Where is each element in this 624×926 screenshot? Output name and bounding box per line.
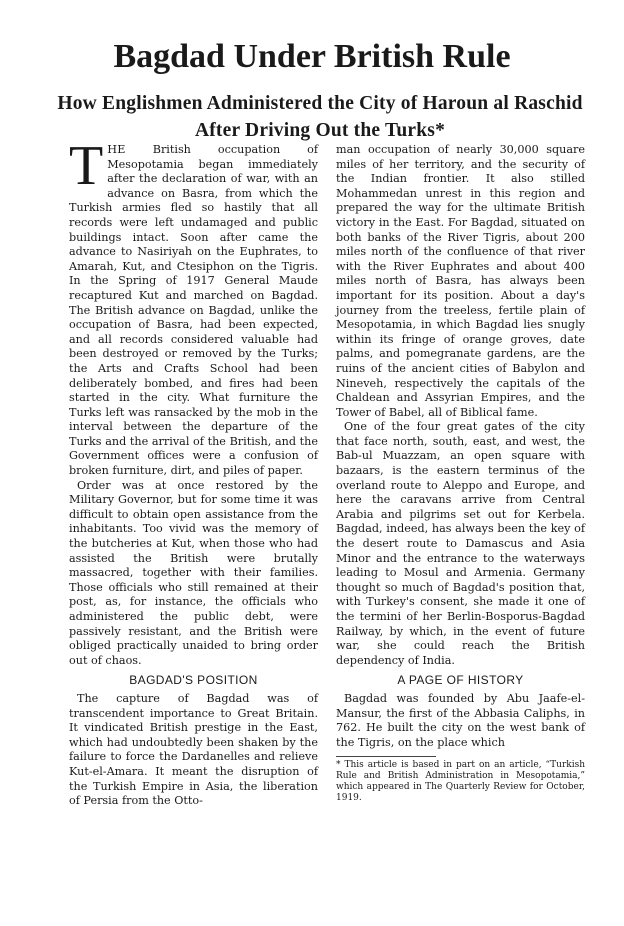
article-subtitle <box>40 90 600 144</box>
right-paragraph-3: Bagdad was founded by Abu Jaafe-el-Mansur, the first of the Abbasia Caliphs, in 762. He built the city on the west bank of the Tigris, on the place which <box>336 691 585 749</box>
right-paragraph-2: One of the four great gates of the city that face north, south, east, and west, the Bab-ul Muazzam, an open square with bazaars, is the eastern terminus of the overland route to Aleppo and Europe, and here the caravans arrive from Central Arabia and pilgrims set out for Kerbela. Bagdad, indeed, has always been the key of the desert route to Damascus and Asia Minor and the entrance to the waterways leading to Mosul and Armenia. Germany thought so much of Bagdad's position that, with Turkey's consent, she made it one of the termini of her Berlin-Bosporus-Bagdad Railway, by which, in the event of future war, she could reach the British dependency of India. <box>336 420 585 667</box>
right-paragraph-1: man occupation of nearly 30,000 square miles of her territory, and the security of the Indian frontier. It also stilled Mohammedan unrest in this region and prepared the way for the ultimate British victory in the East. For Bagdad, situated on both banks of the River Tigris, about 200 miles north of the confluence of that river with the River Euphrates and about 400 miles north of Basra, has always been important for its position. About a day's journey from the treeless, fertile plain of Mesopotamia, in which Bagdad lies snugly within its fringe of orange groves, date palms, and pomegranate gardens, are the ruins of the ancient cities of Babylon and Nineveh, respectively the capitals of the Chaldean and Assyrian Empires, and the Tower of Babel, all of Biblical fame. <box>336 143 585 419</box>
article-title: Bagdad Under British Rule <box>113 38 511 75</box>
left-paragraph-3: The capture of Bagdad was of transcendent importance to Great Britain. It vindicated British prestige in the East, which had undoubtedly been shaken by the failure to force the Dardanelles and relieve Kut-el-Amara. It meant the disruption of the Turkish Empire in Asia, the liberation of Persia from the Otto- <box>69 691 318 808</box>
left-paragraph-1-text: British occupation of Mesopotamia began immediately after the declaration of war, with an advance on Basra, from which the Turkish armies fled so hastily that all records were left undamaged and public buildings intact. Soon after came the advance to Nasiriyah on the Euphrates, to Amarah, Kut, and Ctesiphon on the Tigris. In the Spring of 1917 General Maude recaptured Kut and marched on Bagdad. The British advance on Bagdad, unlike the occupation of Basra, had been expected, and all records considered valuable had been destroyed or removed by the Turks; the Arts and Crafts School had been deliberately bombed, and fires had been started in the city. What furniture the Turks left was ransacked by the mob in the interval between the departure of the Turks and the arrival of the British, and the Government offices were a confusion of broken furniture, dirt, and piles of paper. <box>69 143 318 478</box>
drop-cap: T <box>69 135 104 197</box>
footnote-divider <box>336 756 436 757</box>
footnote: * This article is based in part on an article, “Turkish Rule and British Administration in Mesopotamia,” which appeared in The Quarterly Review for October, 1919. <box>336 760 585 804</box>
subtitle-line-1: How Englishmen Administered the City of Haroun al Raschid <box>57 93 583 114</box>
right-column <box>336 143 585 804</box>
section-heading-page-of-history: A PAGE OF HISTORY <box>397 673 524 688</box>
drop-cap-rest: HE <box>107 143 126 156</box>
section-heading-bagdads-position: BAGDAD'S POSITION <box>129 673 258 688</box>
left-paragraph-1 <box>69 135 318 479</box>
left-paragraph-2: Order was at once restored by the Military Governor, but for some time it was difficult to obtain open assistance from the inhabitants. Too vivid was the memory of the butcheries at Kut, when those who had assisted the British were brutally massacred, together with their families. Those officials who still remained at their post, as, for instance, the officials who administered the public debt, were passively resistant, and the British were obliged practically unaided to bring order out of chaos. <box>69 478 318 667</box>
left-column <box>69 135 318 809</box>
subtitle-line-2: After Driving Out the Turks* <box>194 120 446 141</box>
